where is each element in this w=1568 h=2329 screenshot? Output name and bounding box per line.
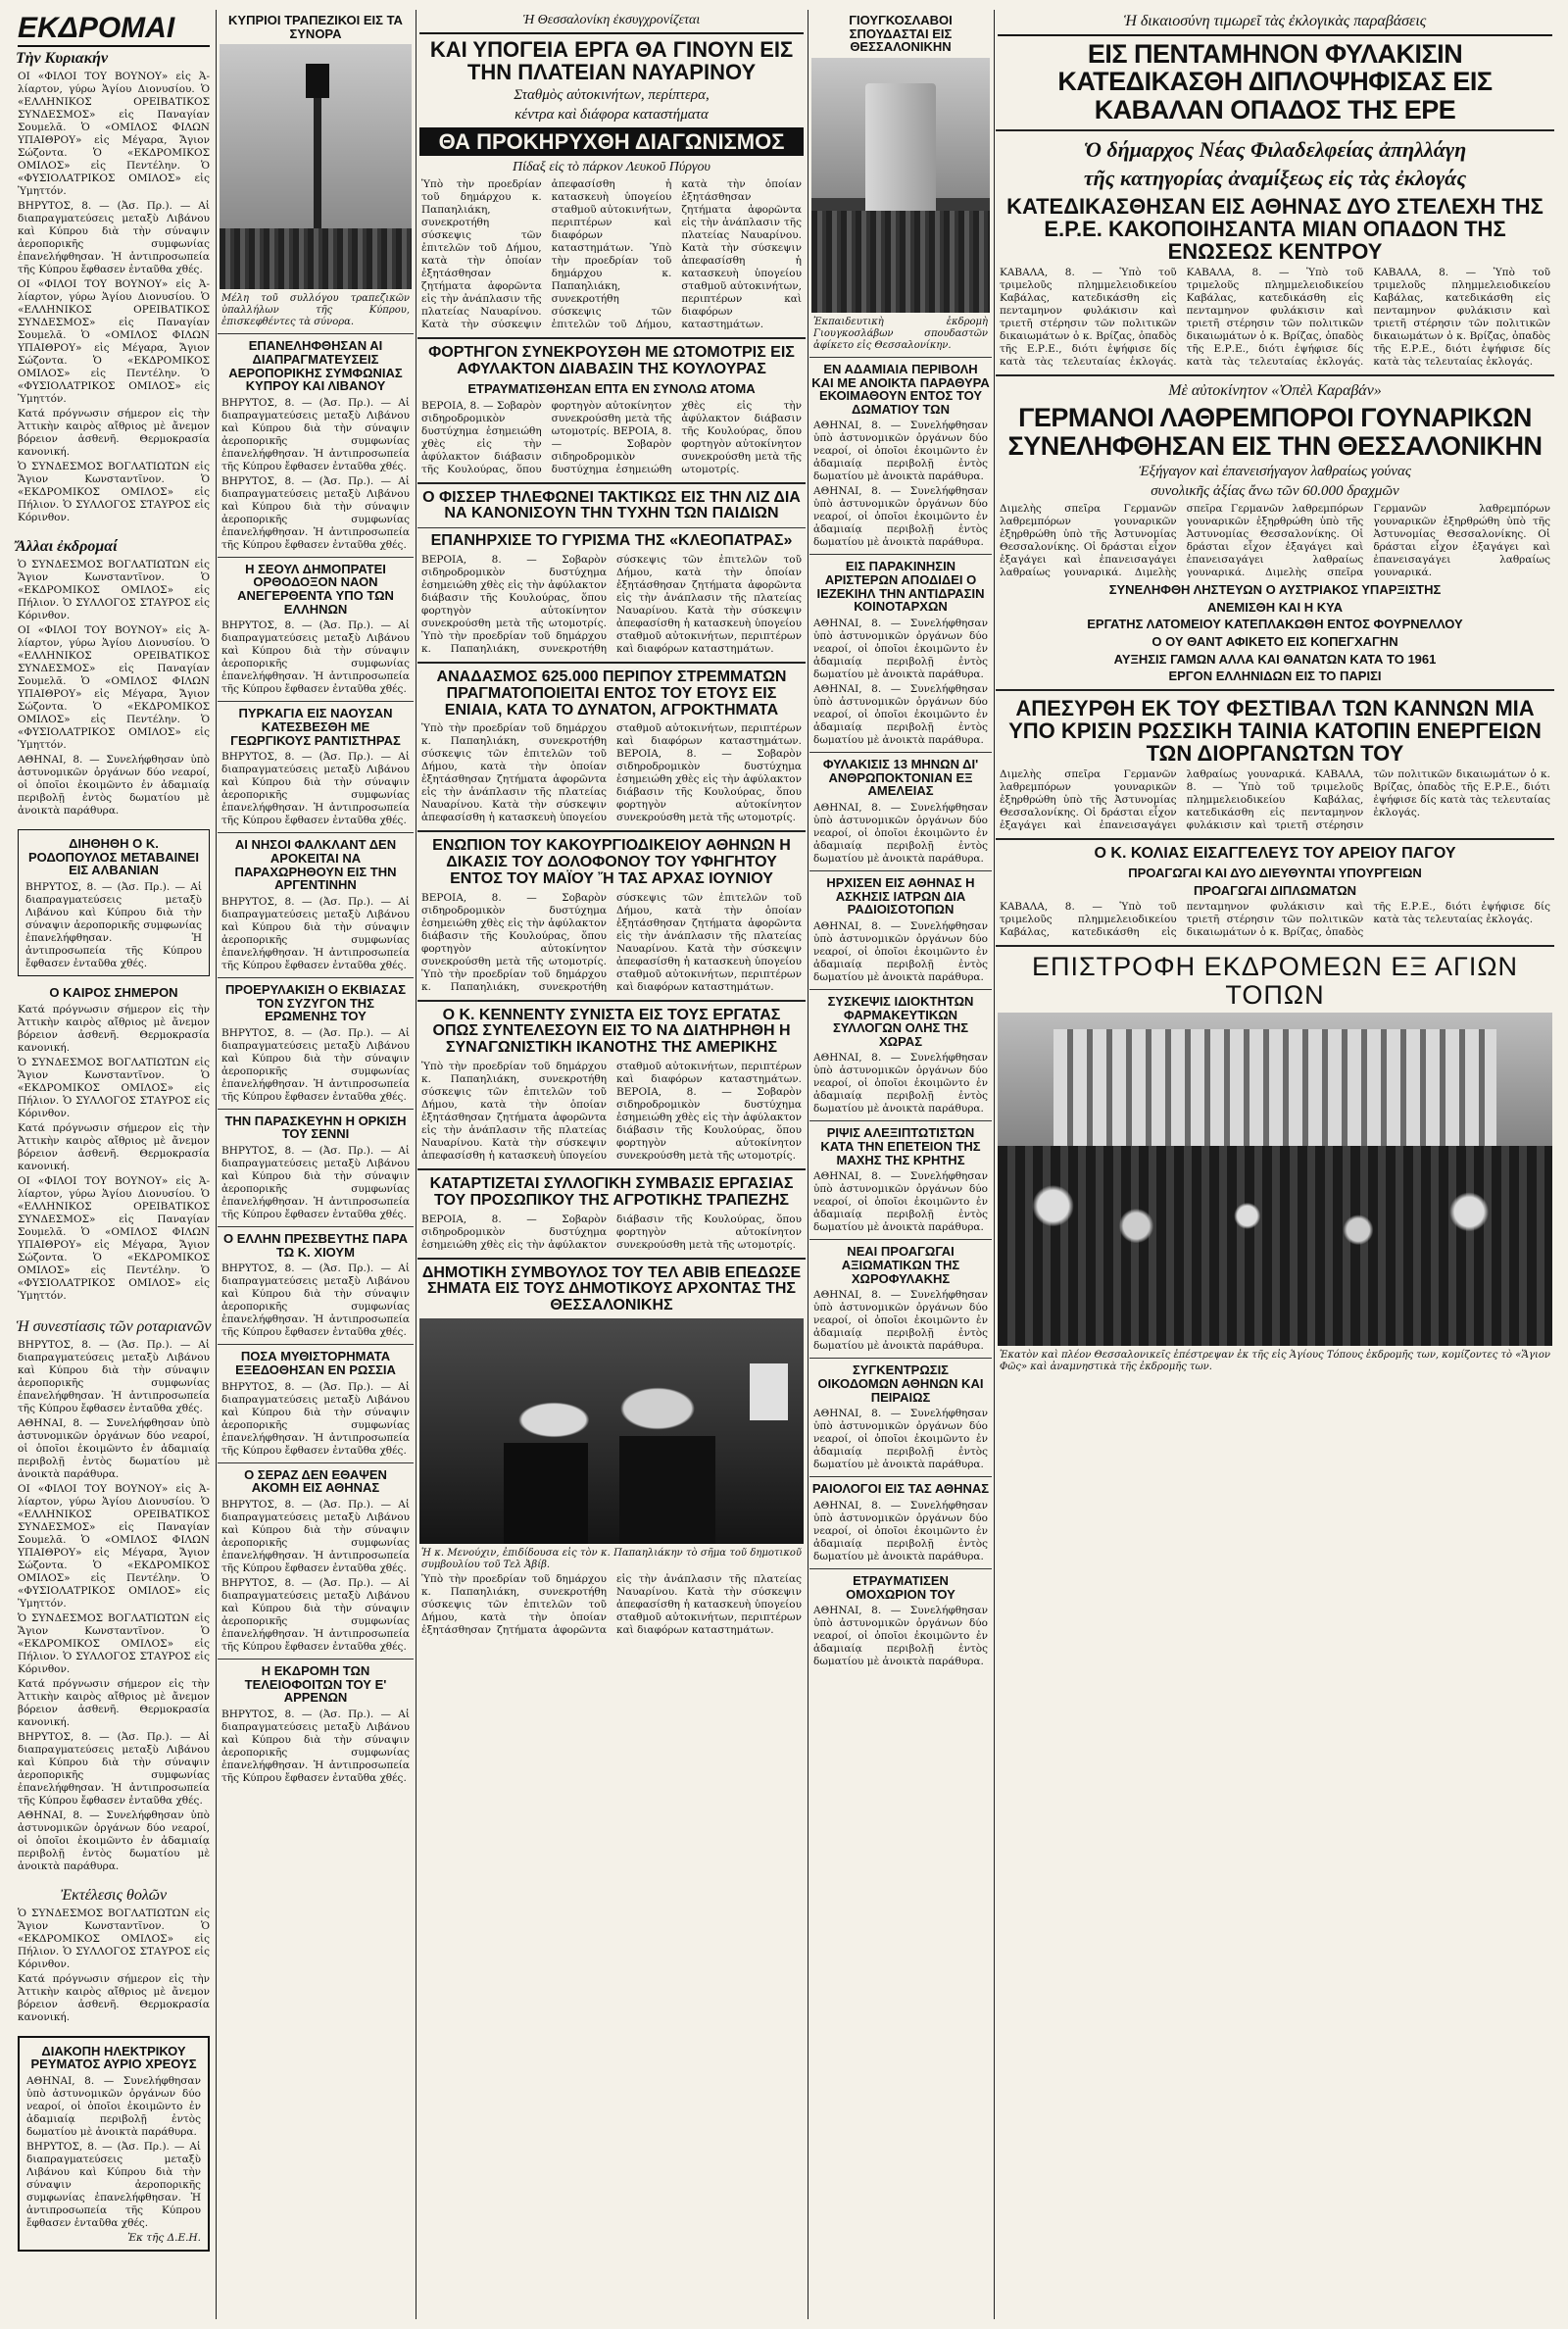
article-headline: Ἐκτέλεσις θολῶν — [60, 1886, 168, 1904]
column-news — [809, 10, 992, 2319]
article-body: ΑΘΗΝΑΙ, 8. — Συνελήφθησαν ὑπὸ ἀστυνομικῶν ὀργάνων δύο νεαροί, οἱ ὁποῖοι ἐκοιμῶντο ἐν ἀδαμιαίᾳ περιβολῇ ἐντὸς δωματίου μὲ ἀνοικτὰ παράθυρα. — [26, 2074, 201, 2138]
article-text: ΚΑΒΑΛΑ, 8. — Ὑπὸ τοῦ τριμελοῦς πλημμελειοδικείου Καβάλας, κατεδικάσθη εἰς πενταμηνον φυλάκισιν καὶ τριετῆ στέρησιν τῶν πολιτικῶν δικαιωμάτων ὁ κ. Βρίζας, ὀπαδὸς τῆς Ε.Ρ.Ε., διότι ἐψήφισε δίς κατὰ τὰς τελευταίας ἐκλογάς. — [1000, 267, 1177, 369]
article-body: ΑΘΗΝΑΙ, 8. — Συνελήφθησαν ὑπὸ ἀστυνομικῶν ὀργάνων δύο νεαροί, οἱ ὁποῖοι ἐκοιμῶντο ἐν ἀδαμιαίᾳ περιβολῇ ἐντὸς δωματίου μὲ ἀνοικτὰ παράθυρα. — [813, 1170, 988, 1234]
article-headline: Ο ΦΙΣΣΕΡ ΤΗΛΕΦΩΝΕΙ ΤΑΚΤΙΚΩΣ ΕΙΣ ΤΗΝ ΛΙΖ ΔΙΑ ΝΑ ΚΑΝΟΝΙΣΟΥΝ ΤΗΝ ΤΥΧΗΝ ΤΩΝ ΠΑΙΔΙΩΝ — [422, 488, 801, 522]
article-body: Κατά πρόγνωσιν σήμερον εἰς τὴν Ἀττικὴν καιρὸς αἴθριος μὲ ἄνεμον βόρειον ἀσθενῆ. Θερμοκρασία κανονική. — [18, 408, 210, 458]
headline-sub: κέντρα καὶ διάφορα καταστήματα — [514, 107, 709, 124]
article-body: ΒΗΡΥΤΟΣ, 8. — (Ἀσ. Πρ.). — Αἱ διαπραγματεύσεις μεταξὺ Λιβάνου καὶ Κύπρου διὰ τὴν σύναψιν ἀεροπορικῆς συμφωνίας ἐπανελήφθησαν. Ἡ ἀντιπροσωπεία τῆς Κύπρου ἔφθασεν ἐνταῦθα χθές. — [221, 1380, 410, 1457]
article-text: ΒΕΡΟΙΑ, 8. — Σοβαρὸν σιδηροδρομικὸν δυστύχημα ἐσημειώθη χθὲς εἰς τὴν ἀφύλακτον διάβασιν τῆς Κουλούρας, ὅπου φορτηγὸν αὐτοκίνητον συνεκρούσθη μετὰ τῆς ωτομοτρίς. — [421, 891, 607, 967]
article-headline: ΕΡΓΟΝ ΕΛΛΗΝΙΔΩΝ ΕΙΣ ΤΟ ΠΑΡΙΣΙ — [1168, 669, 1382, 684]
article-headline: Ο Κ. ΚΕΝΝΕΝΤΥ ΣΥΝΙΣΤΑ ΕΙΣ ΤΟΥΣ ΕΡΓΑΤΑΣ ΟΠΩΣ ΣΥΝΤΕΛΕΣΟΥΝ ΕΙΣ ΤΟ ΝΑ ΔΙΑΤΗΡΗΘΗ Η ΣΥΝΑΓΩΝΙΣΤΙΚΗ ΙΚΑΝΟΤΗΣ ΤΗΣ ΑΜΕΡΙΚΗΣ — [432, 1006, 791, 1057]
article-headline: ΑΙ ΝΗΣΟΙ ΦΑΛΚΛΑΝΤ ΔΕΝ ΑΡΟΚΕΙΤΑΙ ΝΑ ΠΑΡΑΧΩΡΗΘΟΥΝ ΕΙΣ ΤΗΝ ΑΡΓΕΝΤΙΝΗΝ — [234, 837, 397, 893]
headline-sub: Σταθμὸς αὐτοκινήτων, περίπτερα, — [514, 87, 710, 104]
article-body: Ὁ ΣΥΝΔΕΣΜΟΣ ΒΟΓΛΑΤΙΩΤΩΝ εἰς Ἅγιον Κωνσταντῖνον. Ὁ «ΕΚΔΡΟΜΙΚΟΣ ΟΜΙΛΟΣ» εἰς Πήλιον. Ὁ ΣΥΛΛΟΓΟΣ ΣΤΑΥΡΟΣ εἰς Κόρινθον. — [18, 1907, 210, 1970]
main-headline: ΚΑΙ ΥΠΟΓΕΙΑ ΕΡΓΑ ΘΑ ΓΙΝΟΥΝ ΕΙΣ ΤΗΝ ΠΛΑΤΕΙΑΝ ΝΑΥΑΡΙΝΟΥ — [419, 32, 804, 83]
article-headline: ΕΙΣ ΠΑΡΑΚΙΝΗΣΙΝ ΑΡΙΣΤΕΡΩΝ ΑΠΟΔΙΔΕΙ Ο ΙΕΖΕΚΙΗΛ ΤΗΝ ΑΝΤΙΔΡΑΣΙΝ ΚΟΙΝΟΤΑΡΧΩΝ — [816, 559, 985, 615]
article-body: ΟΙ «ΦΙΛΟΙ ΤΟΥ ΒΟΥΝΟΥ» εἰς Ἀ-λίαρτον, γύρω Ἁγίου Διονυσίου. Ὁ «ΕΛΛΗΝΙΚΟΣ ΟΡΕΙΒΑΤΙΚΟΣ ΣΥΝΔΕΣΜΟΣ» εἰς Παναγίαν Σουμελᾶ. Ὁ «ΟΜΙΛΟΣ ΦΙΛΩΝ ΥΠΑΙΘΡΟΥ» εἰς Μέγαρα, Ἄγιον Σώζοντα. Ὁ «ΕΚΔΡΟΜΙΚΟΣ ΟΜΙΛΟΣ» εἰς Πεντέλην. Ὁ «ΦΥΣΙΟΛΑΤΡΙΚΟΣ ΟΜΙΛΟΣ» εἰς Ὑμηττόν. — [18, 1174, 210, 1302]
article-text: Διμελὴς σπεῖρα Γερμανῶν λαθρεμπόρων γουναρικῶν ἐξηρθρώθη ὑπὸ τῆς Ἀστυνομίας Θεσσαλονίκης. Οἱ δράσται εἶχον ἐξαγάγει καὶ ἐπανεισαγάγει λαθραίως γουναρικά. — [1134, 503, 1364, 578]
article-headline: ΑΥΞΗΣΙΣ ΓΑΜΩΝ ΑΛΛΑ ΚΑΙ ΘΑΝΑΤΩΝ ΚΑΤΑ ΤΟ 1961 — [1113, 651, 1437, 667]
article-text: Ὑπὸ τὴν προεδρίαν τοῦ δημάρχου κ. Παπαηλιάκη, συνεκροτήθη σύσκεψις τῶν ἐπιτελῶν τοῦ Δήμου, κατὰ τὴν ὁποίαν ἐξητάσθησαν ζητήματα ἀφορῶντα εἰς τὴν ἀνάπλασιν τῆς πλατείας Ναυαρίνου. Κατὰ τὴν σύσκεψιν ἀπεφασίσθη ἡ κατασκευὴ ὑπογείου σταθμοῦ αὐτοκινήτων, περιπτέρων καὶ διαφόρων καταστημάτων. — [421, 891, 802, 993]
article-headline: Ο Κ. ΚΟΛΙΑΣ ΕΙΣΑΓΓΕΛΕΥΣ ΤΟΥ ΑΡΕΙΟΥ ΠΑΓΟΥ — [1094, 845, 1456, 863]
article-headline: ΠΡΟΑΓΩΓΑΙ ΔΙΠΛΩΜΑΤΩΝ — [1193, 882, 1357, 898]
article-headline: ΚΥΠΡΙΟΙ ΤΡΑΠΕΖΙΚΟΙ ΕΙΣ ΤΑ ΣΥΝΟΡΑ — [228, 13, 403, 41]
article-headline: ΓΕΡΜΑΝΟΙ ΛΑΘΡΕΜΠΟΡΟΙ ΓΟΥΝΑΡΙΚΩΝ ΣΥΝΕΛΗΦΘΗΣΑΝ ΕΙΣ ΤΗΝ ΘΕΣΣΑΛΟΝΙΚΗΝ — [1007, 403, 1543, 461]
article-headline: ΑΠΕΣΥΡΘΗ ΕΚ ΤΟΥ ΦΕΣΤΙΒΑΛ ΤΩΝ ΚΑΝΝΩΝ ΜΙΑ ΥΠΟ ΚΡΙΣΙΝ ΡΩΣΣΙΚΗ ΤΑΙΝΙΑ ΚΑΤΟΠΙΝ ΕΝΕΡΓΕΙΩΝ ΤΩΝ ΔΙΟΡΓΑΝΩΤΩΝ ΤΟΥ — [1008, 695, 1542, 767]
article-headline: ΕΠΑΝΗΡΧΙΣΕ ΤΟ ΓΥΡΙΣΜΑ ΤΗΣ «ΚΛΕΟΠΑΤΡΑΣ» — [430, 532, 793, 550]
column-briefs — [218, 10, 414, 2319]
article-body: ΒΗΡΥΤΟΣ, 8. — (Ἀσ. Πρ.). — Αἱ διαπραγματεύσεις μεταξὺ Λιβάνου καὶ Κύπρου διὰ τὴν σύναψιν ἀεροπορικῆς συμφωνίας ἐπανελήφθησαν. Ἡ ἀντιπροσωπεία τῆς Κύπρου ἔφθασεν ἐνταῦθα χθές. — [221, 619, 410, 696]
article-text: ΒΕΡΟΙΑ, 8. — Σοβαρὸν σιδηροδρομικὸν δυστύχημα ἐσημειώθη χθὲς εἰς τὴν ἀφύλακτον διάβασιν τῆς Κουλούρας, ὅπου φορτηγὸν αὐτοκίνητον συνεκρούσθη μετὰ τῆς ωτομοτρίς. — [616, 1086, 802, 1163]
article-headline: ΔΗΜΟΤΙΚΗ ΣΥΜΒΟΥΛΟΣ ΤΟΥ ΤΕΛ ΑΒΙΒ ΕΠΕΔΩΣΕ ΣΗΜΑΤΑ ΕΙΣ ΤΟΥΣ ΔΗΜΟΤΙΚΟΥΣ ΑΡΧΟΝΤΑΣ ΤΗΣ ΘΕΣΣΑΛΟΝΙΚΗΣ — [421, 1264, 802, 1314]
article-headline: ΑΝΑΔΑΣΜΟΣ 625.000 ΠΕΡΙΠΟΥ ΣΤΡΕΜΜΑΤΩΝ ΠΡΑΓΜΑΤΟΠΟΙΕΙΤΑΙ ΕΝΤΟΣ ΤΟΥ ΕΤΟΥΣ ΕΙΣ ΕΝΙΑΙΑ, ΚΑΤΑ ΤΟ ΔΥΝΑΤΟΝ, ΑΓΡΟΚΤΗΜΑΤΑ — [436, 668, 787, 719]
photo-ceremony — [419, 1318, 804, 1544]
article-text: ΒΕΡΟΙΑ, 8. — Σοβαρὸν σιδηροδρομικὸν δυστύχημα ἐσημειώθη χθὲς εἰς τὴν ἀφύλακτον διάβασιν τῆς Κουλούρας, ὅπου φορτηγὸν αὐτοκίνητον συνεκρούσθη μετὰ τῆς ωτομοτρίς. — [551, 399, 802, 475]
column-excursions — [14, 10, 214, 2319]
headline-sub: Ἐξήγαγον καὶ ἐπανεισήγαγον λαθραίως γούνας — [1139, 464, 1411, 479]
column-thessaloniki — [417, 10, 806, 2319]
article-body — [421, 400, 802, 476]
article-headline: ΚΑΤΑΡΤΙΖΕΤΑΙ ΣΥΛΛΟΓΙΚΗ ΣΥΜΒΑΣΙΣ ΕΡΓΑΣΙΑΣ ΤΟΥ ΠΡΟΣΩΠΙΚΟΥ ΤΗΣ ΑΓΡΟΤΙΚΗΣ ΤΡΑΠΕΖΗΣ — [429, 1175, 794, 1209]
headline-sub: Ὁ δήμαρχος Νέας Φιλαδελφείας ἀπηλλάγη — [1083, 137, 1467, 163]
article-headline: ΔΙΗΘΗΘΗ Ο Κ. ΡΟΔΟΠΟΥΛΟΣ ΜΕΤΑΒΑΙΝΕΙ ΕΙΣ ΑΛΒΑΝΙΑΝ — [28, 836, 199, 878]
article-text: ΚΑΒΑΛΑ, 8. — Ὑπὸ τοῦ τριμελοῦς πλημμελειοδικείου Καβάλας, κατεδικάσθη εἰς πενταμηνον φυλάκισιν καὶ τριετῆ στέρησιν τῶν πολιτικῶν δικαιωμάτων ὁ κ. Βρίζας, ὀπαδὸς τῆς Ε.Ρ.Ε., διότι ἐψήφισε δίς κατὰ τὰς τελευταίας ἐκλογάς. — [1186, 267, 1364, 369]
article-body: Κατά πρόγνωσιν σήμερον εἰς τὴν Ἀττικὴν καιρὸς αἴθριος μὲ ἄνεμον βόρειον ἀσθενῆ. Θερμοκρασία κανονική. — [18, 1972, 210, 2023]
article-headline: ΠΥΡΚΑΓΙΑ ΕΙΣ ΝΑΟΥΣΑΝ ΚΑΤΕΣΒΕΣΘΗ ΜΕ ΓΕΩΡΓΙΚΟΥΣ ΡΑΝΤΙΣΤΗΡΑΣ — [230, 706, 401, 748]
photo-watchtower — [220, 44, 412, 289]
article-body: ΑΘΗΝΑΙ, 8. — Συνελήφθησαν ὑπὸ ἀστυνομικῶν ὀργάνων δύο νεαροί, οἱ ὁποῖοι ἐκοιμῶντο ἐν ἀδαμιαίᾳ περιβολῇ ἐντὸς δωματίου μὲ ἀνοικτὰ παράθυρα. — [18, 1416, 210, 1480]
article-text: Ὑπὸ τὴν προεδρίαν τοῦ δημάρχου κ. Παπαηλιάκη, συνεκροτήθη σύσκεψις τῶν ἐπιτελῶν τοῦ Δήμου, κατὰ τὴν ὁποίαν ἐξητάσθησαν ζητήματα ἀφορῶντα εἰς τὴν ἀνάπλασιν τῆς πλατείας Ναυαρίνου. Κατὰ τὴν σύσκεψιν ἀπεφασίσθη ἡ κατασκευὴ ὑπογείου σταθμοῦ αὐτοκινήτων, περιπτέρων καὶ διαφόρων καταστημάτων. — [421, 178, 672, 331]
article-body: ΒΗΡΥΤΟΣ, 8. — (Ἀσ. Πρ.). — Αἱ διαπραγματεύσεις μεταξὺ Λιβάνου καὶ Κύπρου διὰ τὴν σύναψιν ἀεροπορικῆς συμφωνίας ἐπανελήφθησαν. Ἡ ἀντιπροσωπεία τῆς Κύπρου ἔφθασεν ἐνταῦθα χθές. — [18, 1730, 210, 1807]
article-body: Κατά πρόγνωσιν σήμερον εἰς τὴν Ἀττικὴν καιρὸς αἴθριος μὲ ἄνεμον βόρειον ἀσθενῆ. Θερμοκρασία κανονική. — [18, 1677, 210, 1728]
notice-signature: Ἐκ τῆς Δ.Ε.Η. — [127, 2231, 201, 2244]
article-body: ΑΘΗΝΑΙ, 8. — Συνελήφθησαν ὑπὸ ἀστυνομικῶν ὀργάνων δύο νεαροί, οἱ ὁποῖοι ἐκοιμῶντο ἐν ἀδαμιαίᾳ περιβολῇ ἐντὸς δωματίου μὲ ἀνοικτὰ παράθυρα. — [18, 754, 210, 817]
headline-sub: τῆς κατηγορίας ἀναμίξεως εἰς τὰς ἐκλογάς — [1083, 166, 1467, 191]
article-text: ΒΕΡΟΙΑ, 8. — Σοβαρὸν σιδηροδρομικὸν δυστύχημα ἐσημειώθη χθὲς εἰς τὴν ἀφύλακτον διάβασιν τῆς Κουλούρας, ὅπου φορτηγὸν αὐτοκίνητον συνεκρούσθη μετὰ τῆς ωτομοτρίς. — [421, 553, 607, 629]
article-body: ΒΗΡΥΤΟΣ, 8. — (Ἀσ. Πρ.). — Αἱ διαπραγματεύσεις μεταξὺ Λιβάνου καὶ Κύπρου διὰ τὴν σύναψιν ἀεροπορικῆς συμφωνίας ἐπανελήφθησαν. Ἡ ἀντιπροσωπεία τῆς Κύπρου ἔφθασεν ἐνταῦθα χθές. — [221, 1145, 410, 1221]
article-subheadline: ΠΡΟΑΓΩΓΑΙ ΚΑΙ ΔΥΟ ΔΙΕΥΘΥΝΤΑΙ ΥΠΟΥΡΓΕΙΩΝ — [1128, 865, 1422, 880]
article-headline: ΣΥΓΚΕΝΤΡΩΣΙΣ ΟΙΚΟΔΟΜΩΝ ΑΘΗΝΩΝ ΚΑΙ ΠΕΙΡΑΙΩΣ — [817, 1363, 984, 1405]
article-body: ΑΘΗΝΑΙ, 8. — Συνελήφθησαν ὑπὸ ἀστυνομικῶν ὀργάνων δύο νεαροί, οἱ ὁποῖοι ἐκοιμῶντο ἐν ἀδαμιαίᾳ περιβολῇ ἐντὸς δωματίου μὲ ἀνοικτὰ παράθυρα. — [813, 1052, 988, 1115]
article-kicker: Ἡ δικαιοσύνη τιμωρεῖ τὰς ἐκλογικὰς παραβάσεις — [1123, 13, 1427, 29]
article-body: ΑΘΗΝΑΙ, 8. — Συνελήφθησαν ὑπὸ ἀστυνομικῶν ὀργάνων δύο νεαροί, οἱ ὁποῖοι ἐκοιμῶντο ἐν ἀδαμιαίᾳ περιβολῇ ἐντὸς δωματίου μὲ ἀνοικτὰ παράθυρα. — [813, 801, 988, 865]
boxed-notice — [18, 829, 210, 976]
article-body: Ὁ ΣΥΝΔΕΣΜΟΣ ΒΟΓΛΑΤΙΩΤΩΝ εἰς Ἅγιον Κωνσταντῖνον. Ὁ «ΕΚΔΡΟΜΙΚΟΣ ΟΜΙΛΟΣ» εἰς Πήλιον. Ὁ ΣΥΛΛΟΓΟΣ ΣΤΑΥΡΟΣ εἰς Κόρινθον. — [18, 559, 210, 621]
article-headline: ΦΟΡΤΗΓΟΝ ΣΥΝΕΚΡΟΥΣΘΗ ΜΕ ΩΤΟΜΟΤΡΙΣ ΕΙΣ ΑΦΥΛΑΚΤΟΝ ΔΙΑΒΑΣΙΝ ΤΗΣ ΚΟΥΛΟΥΡΑΣ — [428, 344, 795, 378]
section-title: ΕΚΔΡΟΜΑΙ — [18, 12, 210, 47]
article-body: ΒΗΡΥΤΟΣ, 8. — (Ἀσ. Πρ.). — Αἱ διαπραγματεύσεις μεταξὺ Λιβάνου καὶ Κύπρου διὰ τὴν σύναψιν ἀεροπορικῆς συμφωνίας ἐπανελήφθησαν. Ἡ ἀντιπροσωπεία τῆς Κύπρου ἔφθασεν ἐνταῦθα χθές. — [26, 2140, 201, 2229]
article-body: Κατά πρόγνωσιν σήμερον εἰς τὴν Ἀττικὴν καιρὸς αἴθριος μὲ ἄνεμον βόρειον ἀσθενῆ. Θερμοκρασία κανονική. — [18, 1121, 210, 1172]
column-rule — [994, 10, 995, 2319]
article-headline: Ο ΚΑΙΡΟΣ ΣΗΜΕΡΟΝ — [49, 984, 178, 1000]
article-text: Ὑπὸ τὴν προεδρίαν τοῦ δημάρχου κ. Παπαηλιάκη, συνεκροτήθη σύσκεψις τῶν ἐπιτελῶν τοῦ Δήμου, κατὰ τὴν ὁποίαν ἐξητάσθησαν ζητήματα ἀφορῶντα εἰς τὴν ἀνάπλασιν τῆς πλατείας Ναυαρίνου. Κατὰ τὴν σύσκεψιν ἀπεφασίσθη ἡ κατασκευὴ ὑπογείου σταθμοῦ αὐτοκινήτων, περιπτέρων καὶ διαφόρων καταστημάτων. — [421, 553, 802, 655]
article-headline: ΕΠΙΣΤΡΟΦΗ ΕΚΔΡΟΜΕΩΝ ΕΞ ΑΓΙΩΝ ΤΟΠΩΝ — [1031, 952, 1519, 1010]
article-body: ΒΗΡΥΤΟΣ, 8. — (Ἀσ. Πρ.). — Αἱ διαπραγματεύσεις μεταξὺ Λιβάνου καὶ Κύπρου διὰ τὴν σύναψιν ἀεροπορικῆς συμφωνίας ἐπανελήφθησαν. Ἡ ἀντιπροσωπεία τῆς Κύπρου ἔφθασεν ἐνταῦθα χθές. — [18, 200, 210, 275]
article-headline: ΣΥΝΕΛΗΦΘΗ ΛΗΣΤΕΥΩΝ Ο ΑΥΣΤΡΙΑΚΟΣ ΥΠΑΡΞΙΣΤΗΣ — [1108, 582, 1442, 597]
photo-crowd-return — [998, 1013, 1552, 1346]
article-body: Κατά πρόγνωσιν σήμερον εἰς τὴν Ἀττικὴν καιρὸς αἴθριος μὲ ἄνεμον βόρειον ἀσθενῆ. Θερμοκρασία κανονική. — [18, 1003, 210, 1054]
article-text: Διμελὴς σπεῖρα Γερμανῶν λαθρεμπόρων γουναρικῶν ἐξηρθρώθη ὑπὸ τῆς Ἀστυνομίας Θεσσαλονίκης. Οἱ δράσται εἶχον ἐξαγάγει καὶ ἐπανεισαγάγει λαθραίως γουναρικά. — [1000, 503, 1177, 578]
article-body: Ὁ ΣΥΝΔΕΣΜΟΣ ΒΟΓΛΑΤΙΩΤΩΝ εἰς Ἅγιον Κωνσταντῖνον. Ὁ «ΕΚΔΡΟΜΙΚΟΣ ΟΜΙΛΟΣ» εἰς Πήλιον. Ὁ ΣΥΛΛΟΓΟΣ ΣΤΑΥΡΟΣ εἰς Κόρινθον. — [18, 1056, 210, 1119]
article-headline: ΗΡΧΙΣΕΝ ΕΙΣ ΑΘΗΝΑΣ Η ΑΣΚΗΣΙΣ ΙΑΤΡΩΝ ΔΙΑ ΡΑΔΙΟΙΣΟΤΟΠΩΝ — [826, 874, 975, 917]
article-body: ΒΗΡΥΤΟΣ, 8. — (Ἀσ. Πρ.). — Αἱ διαπραγματεύσεις μεταξὺ Λιβάνου καὶ Κύπρου διὰ τὴν σύναψιν ἀεροπορικῆς συμφωνίας ἐπανελήφθησαν. Ἡ ἀντιπροσωπεία τῆς Κύπρου ἔφθασεν ἐνταῦθα χθές. — [221, 751, 410, 827]
article-body: ΒΗΡΥΤΟΣ, 8. — (Ἀσ. Πρ.). — Αἱ διαπραγματεύσεις μεταξὺ Λιβάνου καὶ Κύπρου διὰ τὴν σύναψιν ἀεροπορικῆς συμφωνίας ἐπανελήφθησαν. Ἡ ἀντιπροσωπεία τῆς Κύπρου ἔφθασεν ἐνταῦθα χθές. — [221, 1708, 410, 1784]
article-body: Ὁ ΣΥΝΔΕΣΜΟΣ ΒΟΓΛΑΤΙΩΤΩΝ εἰς Ἅγιον Κωνσταντῖνον. Ὁ «ΕΚΔΡΟΜΙΚΟΣ ΟΜΙΛΟΣ» εἰς Πήλιον. Ὁ ΣΥΛΛΟΓΟΣ ΣΤΑΥΡΟΣ εἰς Κόρινθον. — [18, 461, 210, 523]
article-body: ΟΙ «ΦΙΛΟΙ ΤΟΥ ΒΟΥΝΟΥ» εἰς Ἀ-λίαρτον, γύρω Ἁγίου Διονυσίου. Ὁ «ΕΛΛΗΝΙΚΟΣ ΟΡΕΙΒΑΤΙΚΟΣ ΣΥΝΔΕΣΜΟΣ» εἰς Παναγίαν Σουμελᾶ. Ὁ «ΟΜΙΛΟΣ ΦΙΛΩΝ ΥΠΑΙΘΡΟΥ» εἰς Μέγαρα, Ἄγιον Σώζοντα. Ὁ «ΕΚΔΡΟΜΙΚΟΣ ΟΜΙΛΟΣ» εἰς Πεντέλην. Ὁ «ΦΥΣΙΟΛΑΤΡΙΚΟΣ ΟΜΙΛΟΣ» εἰς Ὑμηττόν. — [18, 71, 210, 197]
article-headline: ΝΕΑΙ ΠΡΟΑΓΩΓΑΙ ΑΞΙΩΜΑΤΙΚΩΝ ΤΗΣ ΧΩΡΟΦΥΛΑΚΗΣ — [841, 1244, 960, 1286]
article-subheadline: ΑΝΕΜΙΣΘΗ ΚΑΙ Η ΚΥΑ — [1206, 599, 1344, 615]
article-body — [1000, 267, 1550, 369]
article-headline: ΤΗΝ ΠΑΡΑΣΚΕΥΗΝ Η ΟΡΚΙΣΗ ΤΟΥ ΣΕΝΝΙ — [224, 1113, 407, 1142]
article-body: ΑΘΗΝΑΙ, 8. — Συνελήφθησαν ὑπὸ ἀστυνομικῶν ὀργάνων δύο νεαροί, οἱ ὁποῖοι ἐκοιμῶντο ἐν ἀδαμιαίᾳ περιβολῇ ἐντὸς δωματίου μὲ ἀνοικτὰ παράθυρα. — [813, 420, 988, 483]
article-text: Ὑπὸ τὴν προεδρίαν τοῦ δημάρχου κ. Παπαηλιάκη, συνεκροτήθη σύσκεψις τῶν ἐπιτελῶν τοῦ Δήμου, κατὰ τὴν ὁποίαν ἐξητάσθησαν ζητήματα ἀφορῶντα εἰς τὴν ἀνάπλασιν τῆς πλατείας Ναυαρίνου. Κατὰ τὴν σύσκεψιν ἀπεφασίσθη ἡ κατασκευὴ ὑπογείου σταθμοῦ αὐτοκινήτων, περιπτέρων καὶ διαφόρων καταστημάτων. — [421, 722, 802, 824]
article-text: Ὑπὸ τὴν προεδρίαν τοῦ δημάρχου κ. Παπαηλιάκη, συνεκροτήθη σύσκεψις τῶν ἐπιτελῶν τοῦ Δήμου, κατὰ τὴν ὁποίαν ἐξητάσθησαν ζητήματα ἀφορῶντα εἰς τὴν ἀνάπλασιν τῆς πλατείας Ναυαρίνου. Κατὰ τὴν σύσκεψιν ἀπεφασίσθη ἡ κατασκευὴ ὑπογείου σταθμοῦ αὐτοκινήτων, περιπτέρων καὶ διαφόρων καταστημάτων. — [421, 1573, 802, 1637]
article-body: ΑΘΗΝΑΙ, 8. — Συνελήφθησαν ὑπὸ ἀστυνομικῶν ὀργάνων δύο νεαροί, οἱ ὁποῖοι ἐκοιμῶντο ἐν ἀδαμιαίᾳ περιβολῇ ἐντὸς δωματίου μὲ ἀνοικτὰ παράθυρα. — [813, 1408, 988, 1471]
article-headline: ΡΙΨΙΣ ΑΛΕΞΙΠΤΩΤΙΣΤΩΝ ΚΑΤΑ ΤΗΝ ΕΠΕΤΕΙΟΝ ΤΗΣ ΜΑΧΗΣ ΤΗΣ ΚΡΗΤΗΣ — [820, 1125, 981, 1167]
photo-white-tower — [811, 58, 990, 313]
article-body: ΒΗΡΥΤΟΣ, 8. — (Ἀσ. Πρ.). — Αἱ διαπραγματεύσεις μεταξὺ Λιβάνου καὶ Κύπρου διὰ τὴν σύναψιν ἀεροπορικῆς συμφωνίας ἐπανελήφθησαν. Ἡ ἀντιπροσωπεία τῆς Κύπρου ἔφθασεν ἐνταῦθα χθές. — [221, 1026, 410, 1103]
article-headline: Ο ΟΥ ΘΑΝΤ ΑΦΙΚΕΤΟ ΕΙΣ ΚΟΠΕΓΧΑΓΗΝ — [1152, 633, 1398, 649]
headline-sub: Πίδαξ εἰς τὸ πάρκον Λευκοῦ Πύργου — [513, 160, 710, 175]
article-body: ΒΗΡΥΤΟΣ, 8. — (Ἀσ. Πρ.). — Αἱ διαπραγματεύσεις μεταξὺ Λιβάνου καὶ Κύπρου διὰ τὴν σύναψιν ἀεροπορικῆς συμφωνίας ἐπανελήφθησαν. Ἡ ἀντιπροσωπεία τῆς Κύπρου ἔφθασεν ἐνταῦθα χθές. — [221, 1576, 410, 1653]
article-headline: ΡΑΙΟΛΟΓΟΙ ΕΙΣ ΤΑΣ ΑΘΗΝΑΣ — [811, 1481, 990, 1497]
article-body — [421, 178, 802, 331]
article-body: ΒΗΡΥΤΟΣ, 8. — (Ἀσ. Πρ.). — Αἱ διαπραγματεύσεις μεταξὺ Λιβάνου καὶ Κύπρου διὰ τὴν σύναψιν ἀεροπορικῆς συμφωνίας ἐπανελήφθησαν. Ἡ ἀντιπροσωπεία τῆς Κύπρου ἔφθασεν ἐνταῦθα χθές. — [221, 1498, 410, 1574]
article-headline: Ο ΕΛΛΗΝ ΠΡΕΣΒΕΥΤΗΣ ΠΑΡΑ ΤΩ Κ. ΧΙΟΥΜ — [223, 1231, 408, 1260]
article-body: ΑΘΗΝΑΙ, 8. — Συνελήφθησαν ὑπὸ ἀστυνομικῶν ὀργάνων δύο νεαροί, οἱ ὁποῖοι ἐκοιμῶντο ἐν ἀδαμιαίᾳ περιβολῇ ἐντὸς δωματίου μὲ ἀνοικτὰ παράθυρα. — [813, 1499, 988, 1562]
article-body — [1000, 503, 1550, 579]
article-body: Ὁ ΣΥΝΔΕΣΜΟΣ ΒΟΓΛΑΤΙΩΤΩΝ εἰς Ἅγιον Κωνσταντῖνον. Ὁ «ΕΚΔΡΟΜΙΚΟΣ ΟΜΙΛΟΣ» εἰς Πήλιον. Ὁ ΣΥΛΛΟΓΟΣ ΣΤΑΥΡΟΣ εἰς Κόρινθον. — [18, 1611, 210, 1675]
main-headline: ΕΙΣ ΠΕΝΤΑΜΗΝΟΝ ΦΥΛΑΚΙΣΙΝ ΚΑΤΕΔΙΚΑΣΘΗ ΔΙΠΛΟΨΗΦΙΣΑΣ ΕΙΣ ΚΑΒΑΛΑΝ ΟΠΑΔΟΣ ΤΗΣ ΕΡΕ — [998, 34, 1552, 124]
article-headline: ΓΙΟΥΓΚΟΣΛΑΒΟΙ ΣΠΟΥΔΑΣΤΑΙ ΕΙΣ ΘΕΣΣΑΛΟΝΙΚΗΝ — [849, 13, 953, 55]
article-text: ΒΕΡΟΙΑ, 8. — Σοβαρὸν σιδηροδρομικὸν δυστύχημα ἐσημειώθη χθὲς εἰς τὴν ἀφύλακτον διάβασιν τῆς Κουλούρας, ὅπου φορτηγὸν αὐτοκίνητον συνεκρούσθη μετὰ τῆς ωτομοτρίς. — [421, 1213, 802, 1251]
article-headline: ΠΡΟΕΡΥΛΑΚΙΣΗ Ο ΕΚΒΙΑΣΑΣ ΤΟΝ ΣΥΖΥΓΟΝ ΤΗΣ ΕΡΩΜΕΝΗΣ ΤΟΥ — [224, 981, 407, 1024]
article-body — [421, 722, 802, 824]
article-body: ΑΘΗΝΑΙ, 8. — Συνελήφθησαν ὑπὸ ἀστυνομικῶν ὀργάνων δύο νεαροί, οἱ ὁποῖοι ἐκοιμῶντο ἐν ἀδαμιαίᾳ περιβολῇ ἐντὸς δωματίου μὲ ἀνοικτὰ παράθυρα. — [813, 1605, 988, 1668]
article-headline: ΕΝ ΑΔΑΜΙΑΙΑ ΠΕΡΙΒΟΛΗ ΚΑΙ ΜΕ ΑΝΟΙΚΤΑ ΠΑΡΑΘΥΡΑ ΕΚΟΙΜΑΘΟΥΝ ΕΝΤΟΣ ΤΟΥ ΔΩΜΑΤΙΟΥ ΤΩΝ — [811, 361, 990, 417]
article-headline: Η ΕΚΔΡΟΜΗ ΤΩΝ ΤΕΛΕΙΟΦΟΙΤΩΝ ΤΟΥ Ε' ΑΡΡΕΝΩΝ — [244, 1662, 387, 1706]
article-headline: Η ΣΕΟΥΛ ΔΗΜΟΠΡΑΤΕΙ ΟΡΘΟΔΟΞΟΝ ΝΑΟΝ ΑΝΕΓΕΡΘΕΝΤΑ ΥΠΟ ΤΩΝ ΕΛΛΗΝΩΝ — [237, 561, 394, 617]
headline-sub: συνολικῆς ἀξίας ἄνω τῶν 60.000 δραχμῶν — [1151, 483, 1399, 499]
article-body: ΒΗΡΥΤΟΣ, 8. — (Ἀσ. Πρ.). — Αἱ διαπραγματεύσεις μεταξὺ Λιβάνου καὶ Κύπρου διὰ τὴν σύναψιν ἀεροπορικῆς συμφωνίας ἐπανελήφθησαν. Ἡ ἀντιπροσωπεία τῆς Κύπρου ἔφθασεν ἐνταῦθα χθές. — [221, 1263, 410, 1339]
article-body: ΑΘΗΝΑΙ, 8. — Συνελήφθησαν ὑπὸ ἀστυνομικῶν ὀργάνων δύο νεαροί, οἱ ὁποῖοι ἐκοιμῶντο ἐν ἀδαμιαίᾳ περιβολῇ ἐντὸς δωματίου μὲ ἀνοικτὰ παράθυρα. — [813, 683, 988, 747]
article-headline: ΔΙΑΚΟΠΗ ΗΛΕΚΤΡΙΚΟΥ ΡΕΥΜΑΤΟΣ ΑΥΡΙΟ ΧΡΕΟΥΣ — [30, 2043, 197, 2072]
article-headline: ΚΑΤΕΔΙΚΑΣΘΗΣΑΝ ΕΙΣ ΑΘΗΝΑΣ ΔΥΟ ΣΤΕΛΕΧΗ ΤΗΣ Ε.Ρ.Ε. ΚΑΚΟΠΟΙΗΣΑΝΤΑ ΜΙΑΝ ΟΠΑΔΟΝ ΤΗΣ ΕΝΩΣΕΩΣ ΚΕΝΤΡΟΥ — [1006, 194, 1544, 265]
article-text: ΚΑΒΑΛΑ, 8. — Ὑπὸ τοῦ τριμελοῦς πλημμελειοδικείου Καβάλας, κατεδικάσθη εἰς πενταμηνον φυλάκισιν καὶ τριετῆ στέρησιν τῶν πολιτικῶν δικαιωμάτων ὁ κ. Βρίζας, ὀπαδὸς τῆς Ε.Ρ.Ε., διότι ἐψήφισε δίς κατὰ τὰς τελευταίας ἐκλογάς. — [1186, 768, 1550, 832]
article-body: ΒΗΡΥΤΟΣ, 8. — (Ἀσ. Πρ.). — Αἱ διαπραγματεύσεις μεταξὺ Λιβάνου καὶ Κύπρου διὰ τὴν σύναψιν ἀεροπορικῆς συμφωνίας ἐπανελήφθησαν. Ἡ ἀντιπροσωπεία τῆς Κύπρου ἔφθασεν ἐνταῦθα χθές. — [18, 1338, 210, 1414]
article-body: ΒΗΡΥΤΟΣ, 8. — (Ἀσ. Πρ.). — Αἱ διαπραγματεύσεις μεταξὺ Λιβάνου καὶ Κύπρου διὰ τὴν σύναψιν ἀεροπορικῆς συμφωνίας ἐπανελήφθησαν. Ἡ ἀντιπροσωπεία τῆς Κύπρου ἔφθασεν ἐνταῦθα χθές. — [221, 474, 410, 551]
article-body: ΒΗΡΥΤΟΣ, 8. — (Ἀσ. Πρ.). — Αἱ διαπραγματεύσεις μεταξὺ Λιβάνου καὶ Κύπρου διὰ τὴν σύναψιν ἀεροπορικῆς συμφωνίας ἐπανελήφθησαν. Ἡ ἀντιπροσωπεία τῆς Κύπρου ἔφθασεν ἐνταῦθα χθές. — [221, 895, 410, 971]
article-kicker: Ἡ Θεσσαλονίκη ἐκσυγχρονίζεται — [522, 13, 701, 27]
article-body: ΒΗΡΥΤΟΣ, 8. — (Ἀσ. Πρ.). — Αἱ διαπραγματεύσεις μεταξὺ Λιβάνου καὶ Κύπρου διὰ τὴν σύναψιν ἀεροπορικῆς συμφωνίας ἐπανελήφθησαν. Ἡ ἀντιπροσωπεία τῆς Κύπρου ἔφθασεν ἐνταῦθα χθές. — [25, 880, 202, 969]
article-headline: ΣΥΣΚΕΨΙΣ ΙΔΙΟΚΤΗΤΩΝ ΦΑΡΜΑΚΕΥΤΙΚΩΝ ΣΥΛΛΟΓΩΝ ΟΛΗΣ ΤΗΣ ΧΩΡΑΣ — [827, 993, 974, 1049]
article-body: ΟΙ «ΦΙΛΟΙ ΤΟΥ ΒΟΥΝΟΥ» εἰς Ἀ-λίαρτον, γύρω Ἁγίου Διονυσίου. Ὁ «ΕΛΛΗΝΙΚΟΣ ΟΡΕΙΒΑΤΙΚΟΣ ΣΥΝΔΕΣΜΟΣ» εἰς Παναγίαν Σουμελᾶ. Ὁ «ΟΜΙΛΟΣ ΦΙΛΩΝ ΥΠΑΙΘΡΟΥ» εἰς Μέγαρα, Ἄγιον Σώζοντα. Ὁ «ΕΚΔΡΟΜΙΚΟΣ ΟΜΙΛΟΣ» εἰς Πεντέλην. Ὁ «ΦΥΣΙΟΛΑΤΡΙΚΟΣ ΟΜΙΛΟΣ» εἰς Ὑμηττόν. — [18, 1482, 210, 1610]
newspaper-page — [14, 10, 1554, 2319]
article-text: Ὑπὸ τὴν προεδρίαν τοῦ δημάρχου κ. Παπαηλιάκη, συνεκροτήθη σύσκεψις τῶν ἐπιτελῶν τοῦ Δήμου, κατὰ τὴν ὁποίαν ἐξητάσθησαν ζητήματα ἀφορῶντα εἰς τὴν ἀνάπλασιν τῆς πλατείας Ναυαρίνου. Κατὰ τὴν σύσκεψιν ἀπεφασίσθη ἡ κατασκευὴ ὑπογείου σταθμοῦ αὐτοκινήτων, περιπτέρων καὶ διαφόρων καταστημάτων. — [421, 1061, 802, 1163]
article-body — [421, 1061, 802, 1163]
article-text: Διμελὴς σπεῖρα Γερμανῶν λαθρεμπόρων γουναρικῶν ἐξηρθρώθη ὑπὸ τῆς Ἀστυνομίας Θεσσαλονίκης. Οἱ δράσται εἶχον ἐξαγάγει καὶ ἐπανεισαγάγει λαθραίως γουναρικά. — [1265, 503, 1550, 578]
photo-caption: Ἐκπαιδευτικὴ ἐκδρομὴ Γιουγκοσλάβων σπουδαστῶν ἀφίκετο εἰς Θεσσαλονίκην. — [813, 316, 988, 351]
article-body — [421, 1214, 802, 1252]
article-body: ΑΘΗΝΑΙ, 8. — Συνελήφθησαν ὑπὸ ἀστυνομικῶν ὀργάνων δύο νεαροί, οἱ ὁποῖοι ἐκοιμῶντο ἐν ἀδαμιαίᾳ περιβολῇ ἐντὸς δωματίου μὲ ἀνοικτὰ παράθυρα. — [813, 618, 988, 681]
article-body: ΟΙ «ΦΙΛΟΙ ΤΟΥ ΒΟΥΝΟΥ» εἰς Ἀ-λίαρτον, γύρω Ἁγίου Διονυσίου. Ὁ «ΕΛΛΗΝΙΚΟΣ ΟΡΕΙΒΑΤΙΚΟΣ ΣΥΝΔΕΣΜΟΣ» εἰς Παναγίαν Σουμελᾶ. Ὁ «ΟΜΙΛΟΣ ΦΙΛΩΝ ΥΠΑΙΘΡΟΥ» εἰς Μέγαρα, Ἄγιον Σώζοντα. Ὁ «ΕΚΔΡΟΜΙΚΟΣ ΟΜΙΛΟΣ» εἰς Πεντέλην. Ὁ «ΦΥΣΙΟΛΑΤΡΙΚΟΣ ΟΜΙΛΟΣ» εἰς Ὑμηττόν. — [18, 278, 210, 405]
article-kicker: Μὲ αὐτοκίνητον «Ὀπὲλ Καραβάν» — [1168, 382, 1382, 400]
article-headline: ΠΟΣΑ ΜΥΘΙΣΤΟΡΗΜΑΤΑ ΕΞΕΔΟΘΗΣΑΝ ΕΝ ΡΩΣΣΙΑ — [235, 1349, 396, 1378]
article-body — [421, 554, 802, 656]
article-subheadline: ΕΤΡΑΥΜΑΤΙΣΘΗΣΑΝ ΕΠΤΑ ΕΝ ΣΥΝΟΛΩ ΑΤΟΜΑ — [467, 380, 756, 396]
article-headline: ΕΠΑΝΕΛΗΦΘΗΣΑΝ ΑΙ ΔΙΑΠΡΑΓΜΑΤΕΥΣΕΙΣ ΑΕΡΟΠΟΡΙΚΗΣ ΣΥΜΦΩΝΙΑΣ ΚΥΠΡΟΥ ΚΑΙ ΛΙΒΑΝΟΥ — [228, 338, 403, 394]
article-text: ΚΑΒΑΛΑ, 8. — Ὑπὸ τοῦ τριμελοῦς πλημμελειοδικείου Καβάλας, κατεδικάσθη εἰς πενταμηνον φυλάκισιν καὶ τριετῆ στέρησιν τῶν πολιτικῶν δικαιωμάτων ὁ κ. Βρίζας, ὀπαδὸς τῆς Ε.Ρ.Ε., διότι ἐψήφισε δίς κατὰ τὰς τελευταίας ἐκλογάς. — [1373, 267, 1550, 369]
article-body: ΑΘΗΝΑΙ, 8. — Συνελήφθησαν ὑπὸ ἀστυνομικῶν ὀργάνων δύο νεαροί, οἱ ὁποῖοι ἐκοιμῶντο ἐν ἀδαμιαίᾳ περιβολῇ ἐντὸς δωματίου μὲ ἀνοικτὰ παράθυρα. — [813, 1289, 988, 1353]
article-headline: Ἡ συνεστίασις τῶν ροταριανῶν — [16, 1317, 212, 1335]
boxed-notice — [18, 2036, 210, 2252]
article-headline: ΕΝΩΠΙΟΝ ΤΟΥ ΚΑΚΟΥΡΓΙΟΔΙΚΕΙΟΥ ΑΘΗΝΩΝ Η ΔΙΚΑΣΙΣ ΤΟΥ ΔΟΛΟΦΟΝΟΥ ΤΟΥ ΥΦΗΓΗΤΟΥ ΕΝΤΟΣ ΤΟΥ ΜΑΪΟΥ Ἤ ΤΑΣ ΑΡΧΑΣ ΙΟΥΝΙΟΥ — [432, 837, 791, 887]
article-headline: ΕΤΡΑΥΜΑΤΙΣΕΝ ΟΜΟΧΩΡΙΟΝ ΤΟΥ — [846, 1572, 956, 1602]
article-body — [421, 1573, 802, 1637]
article-body: ΟΙ «ΦΙΛΟΙ ΤΟΥ ΒΟΥΝΟΥ» εἰς Ἀ-λίαρτον, γύρω Ἁγίου Διονυσίου. Ὁ «ΕΛΛΗΝΙΚΟΣ ΟΡΕΙΒΑΤΙΚΟΣ ΣΥΝΔΕΣΜΟΣ» εἰς Παναγίαν Σουμελᾶ. Ὁ «ΟΜΙΛΟΣ ΦΙΛΩΝ ΥΠΑΙΘΡΟΥ» εἰς Μέγαρα, Ἄγιον Σώζοντα. Ὁ «ΕΚΔΡΟΜΙΚΟΣ ΟΜΙΛΟΣ» εἰς Πεντέλην. Ὁ «ΦΥΣΙΟΛΑΤΡΙΚΟΣ ΟΜΙΛΟΣ» εἰς Ὑμηττόν. — [18, 624, 210, 751]
article-text: Διμελὴς σπεῖρα Γερμανῶν λαθρεμπόρων γουναρικῶν ἐξηρθρώθη ὑπὸ τῆς Ἀστυνομίας Θεσσαλονίκης. Οἱ δράσται εἶχον ἐξαγάγει καὶ ἐπανεισαγάγει λαθραίως γουναρικά. — [1000, 768, 1306, 832]
article-body — [1000, 901, 1550, 939]
article-body — [421, 892, 802, 994]
article-headline: Ο ΣΕΡΑΖ ΔΕΝ ΕΘΑΨΕΝ ΑΚΟΜΗ ΕΙΣ ΑΘΗΝΑΣ — [244, 1466, 387, 1496]
article-body: ΑΘΗΝΑΙ, 8. — Συνελήφθησαν ὑπὸ ἀστυνομικῶν ὀργάνων δύο νεαροί, οἱ ὁποῖοι ἐκοιμῶντο ἐν ἀδαμιαίᾳ περιβολῇ ἐντὸς δωματίου μὲ ἀνοικτὰ παράθυρα. — [18, 1809, 210, 1872]
article-headline: ΦΥΛΑΚΙΣΙΣ 13 ΜΗΝΩΝ ΔΙ' ΑΝΘΡΩΠΟΚΤΟΝΙΑΝ ΕΞ ΑΜΕΛΕΙΑΣ — [822, 757, 979, 799]
section-subtitle: Τὴν Κυριακήν — [16, 50, 109, 67]
article-text: Ὑπὸ τὴν προεδρίαν τοῦ δημάρχου κ. Παπαηλιάκη, συνεκροτήθη σύσκεψις τῶν ἐπιτελῶν τοῦ Δήμου, κατὰ τὴν ὁποίαν ἐξητάσθησαν ζητήματα ἀφορῶντα εἰς τὴν ἀνάπλασιν τῆς πλατείας Ναυαρίνου. Κατὰ τὴν σύσκεψιν ἀπεφασίσθη ἡ κατασκευὴ ὑπογείου σταθμοῦ αὐτοκινήτων, περιπτέρων καὶ διαφόρων καταστημάτων. — [551, 178, 802, 331]
article-body: ΒΗΡΥΤΟΣ, 8. — (Ἀσ. Πρ.). — Αἱ διαπραγματεύσεις μεταξὺ Λιβάνου καὶ Κύπρου διὰ τὴν σύναψιν ἀεροπορικῆς συμφωνίας ἐπανελήφθησαν. Ἡ ἀντιπροσωπεία τῆς Κύπρου ἔφθασεν ἐνταῦθα χθές. — [221, 396, 410, 472]
article-body: ΑΘΗΝΑΙ, 8. — Συνελήφθησαν ὑπὸ ἀστυνομικῶν ὀργάνων δύο νεαροί, οἱ ὁποῖοι ἐκοιμῶντο ἐν ἀδαμιαίᾳ περιβολῇ ἐντὸς δωματίου μὲ ἀνοικτὰ παράθυρα. — [813, 485, 988, 549]
article-headline: ΕΡΓΑΤΗΣ ΛΑΤΟΜΕΙΟΥ ΚΑΤΕΠΛΑΚΩΘΗ ΕΝΤΟΣ ΦΟΥΡΝΕΛΛΟΥ — [1087, 617, 1463, 632]
article-text: ΚΑΒΑΛΑ, 8. — Ὑπὸ τοῦ τριμελοῦς πλημμελειοδικείου Καβάλας, κατεδικάσθη εἰς πενταμηνον φυλάκισιν καὶ τριετῆ στέρησιν τῶν πολιτικῶν δικαιωμάτων ὁ κ. Βρίζας, ὀπαδὸς τῆς Ε.Ρ.Ε., διότι ἐψήφισε δίς κατὰ τὰς τελευταίας ἐκλογάς. — [1000, 901, 1550, 939]
article-text: ΒΕΡΟΙΑ, 8. — Σοβαρὸν σιδηροδρομικὸν δυστύχημα ἐσημειώθη χθὲς εἰς τὴν ἀφύλακτον διάβασιν τῆς Κουλούρας, ὅπου φορτηγὸν αὐτοκίνητον συνεκρούσθη μετὰ τῆς ωτομοτρίς. — [616, 748, 802, 824]
article-text: ΒΕΡΟΙΑ, 8. — Σοβαρὸν σιδηροδρομικὸν δυστύχημα ἐσημειώθη χθὲς εἰς τὴν ἀφύλακτον διάβασιν τῆς Κουλούρας, ὅπου φορτηγὸν αὐτοκίνητον συνεκρούσθη μετὰ τῆς ωτομοτρίς. — [421, 399, 672, 475]
photo-caption: Ἡ κ. Μενούχιν, ἐπιδίδουσα εἰς τὸν κ. Παπαηλιάκην τὸ σῆμα τοῦ δημοτικοῦ συμβουλίου τοῦ Τελ Ἀβίβ. — [421, 1548, 802, 1571]
photo-caption: Ἑκατὸν καὶ πλέον Θεσσαλονικεῖς ἐπέστρεψαν ἐκ τῆς εἰς Ἁγίους Τόπους ἐκδρομῆς των, κομίζοντες τὸ «Ἅγιον Φῶς» καὶ ἀναμνηστικὰ τῆς ἐκδρομῆς των. — [1000, 1349, 1550, 1372]
column-rule — [216, 10, 217, 2319]
photo-caption: Μέλη τοῦ συλλόγου τραπεζικῶν ὑπαλλήλων τῆς Κύπρου, ἐπισκεφθέντες τὰ σύνορα. — [221, 293, 410, 328]
section-subtitle: Ἄλλαι ἐκδρομαί — [16, 538, 118, 555]
column-justice — [996, 10, 1554, 2319]
article-body: ΑΘΗΝΑΙ, 8. — Συνελήφθησαν ὑπὸ ἀστυνομικῶν ὀργάνων δύο νεαροί, οἱ ὁποῖοι ἐκοιμῶντο ἐν ἀδαμιαίᾳ περιβολῇ ἐντὸς δωματίου μὲ ἀνοικτὰ παράθυρα. — [813, 919, 988, 983]
headline-banner: ΘΑ ΠΡΟΚΗΡΥΧΘΗ ΔΙΑΓΩΝΙΣΜΟΣ — [419, 127, 804, 156]
article-body — [1000, 768, 1550, 832]
